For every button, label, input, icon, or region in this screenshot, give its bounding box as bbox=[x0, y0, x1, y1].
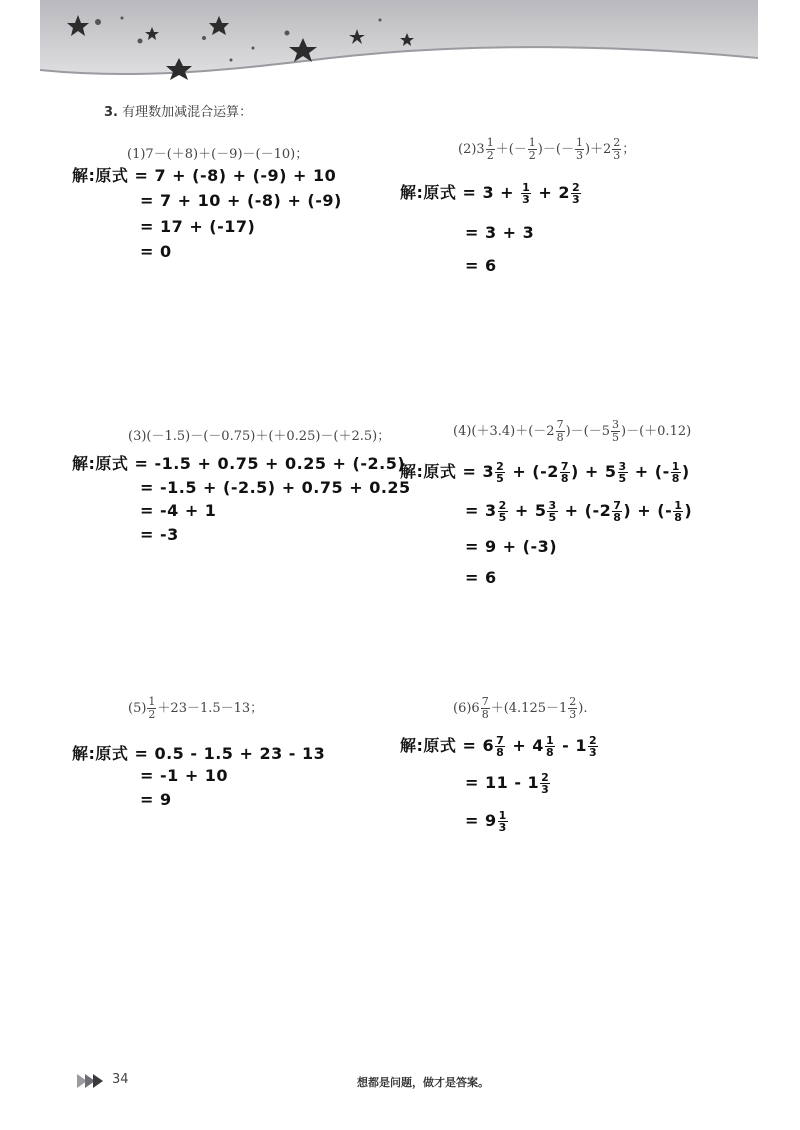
operator: )－(＋0.12) bbox=[621, 424, 692, 439]
fraction: $\frac{7}{8}$ bbox=[481, 695, 489, 721]
fraction: $\frac{2}{5}$ bbox=[496, 460, 505, 485]
fraction: $\frac{3}{5}$ bbox=[612, 418, 620, 444]
operator: ). bbox=[578, 701, 588, 716]
page-number: 34 bbox=[112, 1072, 129, 1087]
operator: )－(－5 bbox=[565, 424, 611, 439]
problem-label: (1) bbox=[127, 147, 146, 162]
operator: (－ bbox=[508, 142, 527, 157]
problem-4 bbox=[453, 419, 691, 444]
fraction: $\frac{1}{3}$ bbox=[498, 809, 507, 834]
solution-6-line-2: = 11 - 1 $\frac{2}{3}$ bbox=[465, 771, 550, 796]
double-arrow-icon bbox=[77, 1073, 105, 1089]
fraction: $\frac{2}{3}$ bbox=[571, 181, 581, 206]
problem-2 bbox=[458, 137, 635, 162]
fraction: $\frac{7}{8}$ bbox=[560, 460, 570, 485]
problem-expression: (－1.5)－(－0.75)＋(＋0.25)－(＋2.5)； bbox=[146, 429, 391, 444]
operator: ； bbox=[622, 142, 636, 157]
solution-6-line-1: 解:原式 = 6 $\frac{7}{8}$ + 4 $\frac{1}{8}$ - 1 $\frac{2}{3}$ bbox=[400, 734, 598, 759]
fraction: $\frac{3}{5}$ bbox=[618, 460, 627, 485]
fraction: $\frac{1}{2}$ bbox=[486, 136, 494, 162]
starry-banner bbox=[0, 0, 800, 95]
section-heading: 有理数加减混合运算： bbox=[122, 105, 253, 120]
solution-3-line-1: 解:原式 = -1.5 + 0.75 + 0.25 + (-2.5) bbox=[72, 454, 406, 473]
fraction: $\frac{2}{3}$ bbox=[541, 771, 550, 796]
solution-1-line-3: = 17 + (-17) bbox=[140, 217, 256, 236]
fraction: $\frac{2}{3}$ bbox=[569, 695, 577, 721]
fraction: $\frac{2}{5}$ bbox=[498, 499, 507, 524]
whole-part: 6 bbox=[471, 701, 480, 716]
problem-label: (4) bbox=[453, 424, 472, 439]
solution-5-line-1: 解:原式 = 0.5 - 1.5 + 23 - 13 bbox=[72, 744, 326, 763]
problem-label: (5) bbox=[128, 701, 147, 716]
fraction: $\frac{1}{8}$ bbox=[674, 499, 683, 524]
fraction: $\frac{1}{8}$ bbox=[671, 460, 680, 485]
solution-5-line-2: = -1 + 10 bbox=[140, 766, 229, 785]
solution-4-line-3: = 9 + (-3) bbox=[465, 537, 558, 556]
operator: ＋ bbox=[495, 142, 509, 157]
problem-1 bbox=[127, 143, 308, 162]
fraction: $\frac{7}{8}$ bbox=[613, 499, 622, 524]
solution-1-line-4: = 0 bbox=[140, 242, 172, 261]
fraction: $\frac{2}{3}$ bbox=[613, 136, 621, 162]
problem-3 bbox=[128, 425, 390, 444]
section-number: 3. bbox=[104, 105, 118, 120]
solution-1-line-2: = 7 + 10 + (-8) + (-9) bbox=[140, 191, 342, 210]
footer-slogan: 想都是问题，做才是答案。 bbox=[357, 1076, 489, 1089]
problem-label: (2) bbox=[458, 142, 477, 157]
fraction: $\frac{7}{8}$ bbox=[496, 734, 505, 759]
solution-4-line-4: = 6 bbox=[465, 568, 497, 587]
solution-3-line-4: = -3 bbox=[140, 525, 179, 544]
fraction: $\frac{1}{8}$ bbox=[545, 734, 555, 759]
solution-4-line-2: = 3 $\frac{2}{5}$ + 5 $\frac{3}{5}$ + (-2 $\frac{7}{8}$ ) + (- $\frac{1}{8}$ ) bbox=[465, 499, 693, 524]
solution-1-line-1: 解:原式 = 7 + (-8) + (-9) + 10 bbox=[72, 166, 337, 185]
solution-6-line-3: = 9 $\frac{1}{3}$ bbox=[465, 809, 507, 834]
problem-expression: ＋23－1.5－13； bbox=[157, 701, 264, 716]
operator: ＋(4.125－1 bbox=[490, 701, 568, 716]
solution-2-line-2: = 3 + 3 bbox=[465, 223, 535, 242]
problem-label: (3) bbox=[128, 429, 147, 444]
fraction: $\frac{1}{2}$ bbox=[528, 136, 536, 162]
operator: )－(－ bbox=[537, 142, 574, 157]
fraction: $\frac{1}{2}$ bbox=[148, 695, 156, 721]
solution-3-line-2: = -1.5 + (-2.5) + 0.75 + 0.25 bbox=[140, 478, 411, 497]
fraction: $\frac{2}{3}$ bbox=[589, 734, 598, 759]
fraction: $\frac{1}{3}$ bbox=[575, 136, 583, 162]
operator: )＋2 bbox=[584, 142, 612, 157]
solution-2-line-3: = 6 bbox=[465, 256, 497, 275]
solution-2-line-1: 解:原式 = 3 + $\frac{1}{3}$ + 2 $\frac{2}{3}$ bbox=[400, 181, 581, 206]
solution-4-line-1: 解:原式 = 3 $\frac{2}{5}$ + (-2 $\frac{7}{8}$ ) + 5 $\frac{3}{5}$ + (- $\frac{1}{8}$ ) bbox=[400, 460, 690, 485]
whole-part: 3 bbox=[476, 142, 485, 157]
solution-3-line-3: = -4 + 1 bbox=[140, 501, 217, 520]
solution-5-line-3: = 9 bbox=[140, 790, 172, 809]
problem-expression: 7－(＋8)＋(－9)－(－10)； bbox=[145, 147, 309, 162]
fraction: $\frac{1}{3}$ bbox=[522, 181, 531, 206]
fraction: $\frac{7}{8}$ bbox=[556, 418, 564, 444]
problem-6 bbox=[453, 696, 587, 721]
fraction: $\frac{3}{5}$ bbox=[548, 499, 557, 524]
section-title bbox=[104, 101, 252, 120]
problem-label: (6) bbox=[453, 701, 472, 716]
operator: (＋3.4)＋(－2 bbox=[471, 424, 555, 439]
problem-5 bbox=[128, 696, 263, 721]
